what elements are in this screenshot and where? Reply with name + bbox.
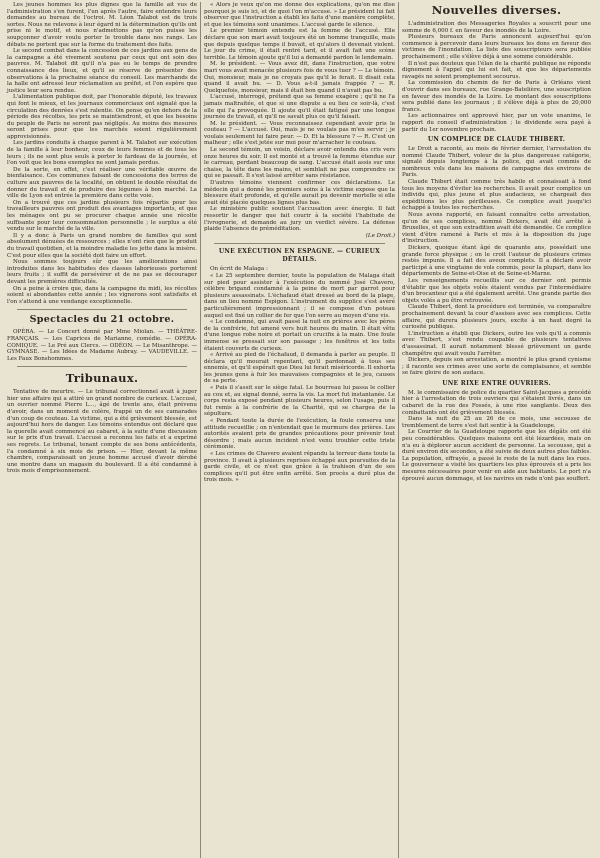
paragraph: Dickers, depuis son arrestation, a montré le plus grand cynisme ; il raconte ses crimes avec une sorte de complaisance, et semble se faire gloire de son audace.	[402, 357, 591, 377]
paragraph: Les actionnaires ont approuvé hier, par un vote unanime, le rapport du conseil d'administration ; le dividende sera payé à partir du 1er novembre prochain.	[402, 113, 591, 133]
nouvelles-heading: Nouvelles diverses.	[431, 3, 562, 17]
paragraph: La commission du chemin de fer de Paris à Orléans vient d'ouvrir dans ses bureaux, rue Grange-Batelière, une souscription en faveur des inondés de la Loire. Le montant des souscriptions sera publié dans les journaux ; il s'élève déjà à plus de 20,000 francs.	[402, 80, 591, 113]
dateline: On écrit de Malaga :	[210, 266, 268, 273]
columns	[4, 2, 594, 858]
paragraph: Le Courrier de la Guadeloupe rapporte que les dégâts ont été peu considérables. Quelques maisons ont été lézardées, mais on n'a eu à déplorer aucun accident de personne. La secousse, qui a duré environ dix secondes, a été suivie de deux autres plus faibles. La population, effrayée, a passé le reste de la nuit dans les rues. Le gouverneur a visité les quartiers les plus éprouvés et a pris les mesures nécessaires pour venir en aide aux habitants. Le port n'a éprouvé aucun dommage, et les navires en rade n'ont pas souffert.	[402, 429, 591, 482]
complice-heading: UN COMPLICE DE CLAUDE THIBERT.	[427, 136, 566, 144]
paragraph: On a peine à croire que, dans la campagne du midi, les récoltes soient si abondantes cette année ; les vignerons sont satisfaits et l'on s'attend à une vendange exceptionnelle.	[7, 285, 197, 305]
paragraph: L'accusé, interrogé, prétend que sa femme exagère ; qu'il ne l'a jamais maltraitée, et que si une dispute a eu lieu ce soir-là, c'est elle qui l'a provoquée. Il ajoute qu'il était fatigué par une longue journée de travail, et qu'il ne savait plus ce qu'il faisait.	[204, 94, 395, 121]
paragraph: Dans la nuit du 25 au 26 de ce mois, une secousse de tremblement de terre s'est fait sentir à la Guadeloupe.	[402, 416, 591, 429]
paragraph: L'administration des Messageries Royales a souscrit pour une somme de 6,000 f. en faveur des inondés de la Loire.	[402, 21, 591, 34]
paragraph: M. le commissaire de police du quartier Saint-Jacques a procédé hier à l'arrestation de trois ouvriers qui s'étaient livrés, dans un cabaret de la rue des Fossés, à une rixe sanglante. Deux des combattants ont été grièvement blessés.	[402, 389, 591, 416]
paragraph: « Puis il s'assit sur le siège fatal. Le bourreau lui passa le collier au cou et, au signal donné, serra la vis. La mort fut instantanée. Le corps resta exposé pendant plusieurs heures, selon l'usage, puis il fut remis à la confrérie de la Charité, qui se chargea de la sépulture.	[204, 385, 395, 418]
divider	[214, 243, 385, 244]
column-right	[399, 2, 594, 858]
paragraph: Le premier témoin entendu est la femme de l'accusé. Elle déclare que son mari avait toujours été un homme tranquille, mais que depuis quelque temps il buvait, et qu'alors il devenait violent. Le jour du crime, il était rentré tard, et il avait fait une scène terrible. Le témoin ajoute qu'il lui a demandé pardon le lendemain.	[204, 28, 395, 61]
paragraph: Nous sommes toujours sûr que les améliorations ainsi introduites dans les habitudes des classes laborieuses porteront leurs fruits ; il suffit de persévérer et de ne pas se décourager devant les premières difficultés.	[7, 259, 197, 285]
paragraph: Claude Thibert, dont la procédure est terminée, va comparaître prochainement devant la cour d'assises avec ses complices. Cette affaire, qui durera plusieurs jours, excite à un haut degré la curiosité publique.	[402, 304, 591, 331]
paragraph: « Pendant toute la durée de l'exécution, la foule conserva une attitude recueillie ; on n'entendait que le murmure des prières. Les autorités avaient pris de grandes précautions pour prévenir tout désordre ; mais aucun incident n'est venu troubler cette triste cérémonie.	[204, 418, 395, 451]
paragraph: Nous avons rapporté, en faisant connaître cette arrestation, qu'un de ses complices, nommé Dickers, avait été arrêté à Bruxelles, et que son extradition avait été demandée. Ce complice vient d'être ramené à Paris et mis à la disposition du juge d'instruction.	[402, 212, 591, 245]
paragraph: Plusieurs bureaux de Paris annoncent aujourd'hui qu'on commence à percevoir dans leurs bureaux les dons en faveur des victimes de l'inondation. La liste des souscripteurs sera publiée prochainement ; elle s'élève déjà à une somme considérable.	[402, 34, 591, 60]
paragraph: Dickers, quoique étant âgé de quarante ans, possédait une grande force physique ; on le croit l'auteur de plusieurs crimes restés impunis. Il a fait des aveux complets. Il a déclaré avoir participé à une vingtaine de vols commis, pour la plupart, dans les départements de Seine-et-Oise et de Seine-et-Marne.	[402, 245, 591, 278]
paragraph: M. le président. — Vous avez dit, dans l'instruction, que votre mari vous avait menacée plusieurs fois de vous tuer ? — Le témoin. Oui, monsieur, mais je ne croyais pas qu'il le ferait. Il disait cela quand il avait bu. — D. Vous a-t-il jamais frappée ? — R. Quelquefois, monsieur, mais il était bon quand il n'avait pas bu.	[204, 61, 395, 94]
spectacles-heading: Spectacles du 21 octobre.	[29, 314, 175, 326]
paragraph: « Arrivé au pied de l'échafaud, il demanda à parler au peuple. Il déclara qu'il mourait repentant, qu'il pardonnait à tous ses ennemis, et qu'il espérait que Dieu lui ferait miséricorde. Il exhorta les jeunes gens à fuir les mauvaises compagnies et le jeu, causes de sa perte.	[204, 352, 395, 385]
paragraph: De la sorte, en effet, c'est réaliser une véritable œuvre de bienfaisance. Ces communes faisant de concessions des terres de culture aux pauvres de la localité, on obtient le double résultat de donner du travail et de produire des légumes à bon marché. La ville de Lyon est entrée la première dans cette voie.	[7, 166, 197, 200]
rixe-heading: UNE RIXE ENTRE OUVRIERS.	[442, 379, 551, 387]
paragraph: M. le président. — Vous reconnaissez cependant avoir pris le couteau ? — L'accusé. Oui, mais je ne voulais pas m'en servir ; je voulais seulement lui faire peur. — D. Et la blessure ? — R. C'est un malheur ; elle s'est jetée sur moi pour m'arracher le couteau.	[204, 120, 395, 147]
paragraph: Il n'est pas douteux que l'élan de la charité publique ne réponde dignement à l'appel qui lui est fait, et que les départements ravagés ne soient promptement secourus.	[402, 60, 591, 80]
spectacles-listing: OPÉRA. — Le Concert donné par Mme Miolan. — THÉÂTRE-FRANÇAIS. — Les Caprices de Marianne, comédie. — OPÉRA-COMIQUE. — Le Pré aux Clercs. — ODÉON. — Le Misanthrope. — GYMNASE. — Les Idées de Madame Aubray. — VAUDEVILLE. — Les Faux Bonshommes.	[7, 329, 197, 362]
paragraph: L'instruction a établi que Dickers, outre les vols qu'il a commis avec Thibert, s'est rendu coupable de plusieurs tentatives d'assassinat. Il aurait notamment blessé grièvement un garde champêtre qui avait voulu l'arrêter.	[402, 330, 591, 357]
paragraph: D'autres témoins viennent confirmer ces déclarations. Le médecin qui a donné les premiers soins à la victime expose que la blessure était profonde, et qu'elle aurait pu devenir mortelle si elle avait été placée quelques lignes plus bas.	[204, 180, 395, 206]
column-left	[4, 2, 200, 858]
tribunaux-heading: Tribunaux.	[65, 371, 139, 386]
execution-heading: UNE EXÉCUTION EN ESPAGNE. — CURIEUX DÉTAILS.	[218, 248, 381, 264]
paragraph: Les jeunes hommes les plus dignes que la famille ait vus de l'administration s'en furent, l'un après l'autre, faire entendre leurs demandes au bureau de l'octroi. M. Léon Talabot est de trois sortes. Nous ne relevons à leur égard ni la détermination qu'ils ont prise ni le motif, et nous n'admettons pas qu'on puisse les soupçonner d'avoir voulu porter le trouble dans nos rangs. Les débats ne portent que sur la forme du traitement des faits.	[7, 2, 197, 48]
paragraph: L'alimentation publique doit, par l'honorable député, les travaux qui font le mieux, et les journaux commerciaux ont signalé que la circulation des denrées s'est ralentie. On pense qu'en dehors de la période des récoltes, les prix se maintiendront, et que les besoins du peuple de Paris ne seront pas négligés. Au moins des mesures seront prises pour que les marchés soient régulièrement approvisionnés.	[7, 94, 197, 140]
divider	[17, 366, 187, 367]
paragraph: Les jardins conduits à chaque parent à M. Talabot sur exécution de la famille à leur bonheur, ceux de leurs femmes et de tous les leurs ; ils ne sont plus seuls à porter le fardeau de la journée, et l'on voit que les bons exemples ne sont jamais perdus.	[7, 140, 197, 167]
paragraph: Tentative de meurtre. — Le tribunal correctionnel avait à juger hier une affaire qui a attiré un grand nombre de curieux. L'accusé, un ouvrier nommé Pierre L..., âgé de trente ans, était prévenu d'avoir, dans un moment de colère, frappé un de ses camarades d'un coup de couteau. La victime, qui a été grièvement blessée, est aujourd'hui hors de danger. Les témoins entendus ont déclaré que la querelle avait commencé au cabaret, à la suite d'une discussion sur le prix d'un travail. L'accusé a reconnu les faits et a exprimé ses regrets. Le tribunal, tenant compte de ses bons antécédents, l'a condamné à six mois de prison. — Hier, devant la même chambre, comparaissait un jeune homme accusé d'avoir dérobé une montre dans un magasin du boulevard. Il a été condamné à trois mois d'emprisonnement.	[7, 389, 197, 475]
paragraph: Il y a donc à Paris un grand nombre de familles qui sont absolument dénuées de ressources ; elles n'ont rien que le produit du travail quotidien, et la moindre maladie les jette dans la misère. C'est pour elles que la société doit faire un effort.	[7, 232, 197, 259]
paragraph: « Alors je veux qu'on me donne des explications, qu'on me dise pourquoi je suis ici, et de quoi l'on m'accuse. » Le président lui fait observer que l'instruction a établi les faits d'une manière complète, et que les témoins sont unanimes. L'accusé garde le silence.	[204, 2, 395, 28]
paragraph: « Les crimes de Chavero avaient répandu la terreur dans toute la province. Il avait à plusieurs reprises échappé aux poursuites de la garde civile, et ce n'est que grâce à la trahison d'un de ses complices qu'il put être enfin arrêté. Son procès a duré plus de trois mois. »	[204, 451, 395, 484]
paragraph: On a trouvé que ces jardins plusieurs fois répartis pour les travailleurs pauvres ont produit des avantages importants, et que les ménages ont pu se procurer chaque année une récolte suffisante pour leur consommation personnelle ; le surplus a été vendu sur le marché de la ville.	[7, 199, 197, 233]
paragraph: « Le 25 septembre dernier, toute la population de Malaga était sur pied pour assister à l'exécution du nommé José Chavero, célèbre brigand condamné à la peine de mort par garrot pour plusieurs assassinats. L'échafaud était dressé au bord de la plage, dans un lieu nommé Espigon. L'instrument du supplice s'est avéré particulièrement impressionnant ; il se compose d'un poteau auquel est fixé un collier de fer que l'on serre au moyen d'une vis.	[204, 272, 395, 319]
paragraph: Les renseignements recueillis sur ce dernier ont permis d'établir que les objets volés étaient vendus par l'intermédiaire d'un brocanteur qui a été également arrêté. Une grande partie des objets volés a pu être retrouvée.	[402, 277, 591, 304]
paragraph: Le second témoin, un voisin, déclare avoir entendu des cris vers onze heures du soir. Il est monté et a trouvé la femme étendue sur le carreau, perdant beaucoup de sang. L'accusé était assis sur une chaise, la tête dans les mains, et semblait ne pas comprendre ce qui se passait. Il s'est laissé arrêter sans résistance.	[204, 147, 395, 180]
paragraph: Le second combat dans la concession de ces jardins aux gens de la campagne a été vivement soutenu par ceux qui ont soin des pauvres. M. Talabot dit qu'il n'a pas eu le temps de prendre connaissance des lieux, et qu'il se réserve de présenter des observations à la prochaine séance du conseil. Les marchands de la halle ont adressé leur réclamation au préfet, et l'on espère que justice leur sera rendue.	[7, 48, 197, 94]
paragraph: Le Droit a raconté, au mois de février dernier, l'arrestation du nommé Claude Thibert, voleur de la plus dangereuse catégorie, signalé depuis longtemps à la police, qui avait commis de nombreux vols dans les maisons de campagne des environs de Paris.	[402, 146, 591, 179]
column-middle	[200, 2, 399, 858]
paragraph: « Le condamné, qui avait passé la nuit en prières avec les pères de la confrérie, fut amené vers huit heures du matin. Il était vêtu d'une longue robe noire et portait un crucifix à la main. Une foule immense se pressait sur son passage ; les fenêtres et les toits étaient couverts de curieux.	[204, 319, 395, 352]
divider	[17, 309, 187, 310]
paragraph: Le ministère public soutient l'accusation avec énergie. Il fait ressortir le danger que fait courir à la société l'habitude de l'ivrognerie, et demande au jury un verdict sévère. La défense plaide l'absence de préméditation.	[204, 206, 395, 233]
source-signature: (Le Droit.)	[365, 232, 395, 239]
paragraph: Claude Thibert était comme très habile et connaissait à fond tous les moyens d'éviter les recherches. Il avait pour complice un individu qui, plus jeune et plus audacieux, se chargeait des expéditions les plus périlleuses. Ce complice avait jusqu'ici échappé à toutes les recherches.	[402, 179, 591, 212]
